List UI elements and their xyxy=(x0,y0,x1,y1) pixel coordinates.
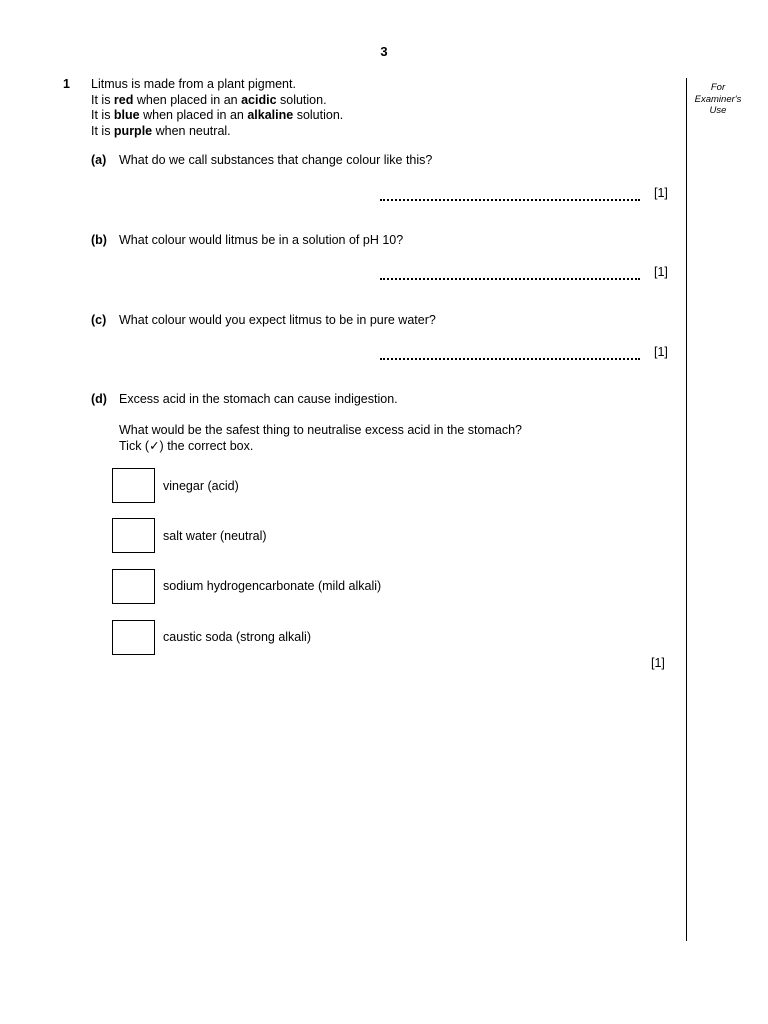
part-c-answer-line[interactable] xyxy=(380,358,640,360)
part-a-mark: [1] xyxy=(654,186,668,200)
intro-text: Litmus is made from a plant pigment. xyxy=(91,77,296,91)
part-a-answer-line[interactable] xyxy=(380,199,640,201)
part-d-mark: [1] xyxy=(651,656,665,670)
part-a-question: What do we call substances that change colour like this? xyxy=(119,153,433,167)
part-b-answer-line[interactable] xyxy=(380,278,640,280)
option-2-checkbox[interactable] xyxy=(112,518,155,553)
intro-text: when placed in an xyxy=(133,92,242,107)
intro-text: It is xyxy=(91,108,114,122)
intro-bold-term: alkaline xyxy=(247,108,294,122)
examiner-margin-rule xyxy=(686,78,687,941)
intro-bold-term: blue xyxy=(113,108,140,122)
option-3-checkbox[interactable] xyxy=(112,569,155,604)
option-1-label: vinegar (acid) xyxy=(163,479,239,493)
intro-line xyxy=(91,108,343,124)
intro-bold-term: acidic xyxy=(241,92,277,107)
part-d-prompt: What would be the safest thing to neutralise excess acid in the stomach? xyxy=(119,423,523,437)
intro-text: when neutral. xyxy=(152,123,231,138)
intro-text: It is xyxy=(91,92,114,107)
part-a-label: (a) xyxy=(91,153,107,167)
intro-text: when placed in an xyxy=(139,108,248,122)
option-1-checkbox[interactable] xyxy=(112,468,155,503)
part-c-mark: [1] xyxy=(654,345,668,359)
part-b-label: (b) xyxy=(91,233,107,247)
intro-text: solution. xyxy=(293,108,344,122)
page-number: 3 xyxy=(380,44,388,59)
intro-line xyxy=(91,77,343,93)
intro-line xyxy=(91,124,343,140)
part-d-question: Excess acid in the stomach can cause indigestion. xyxy=(119,392,398,406)
intro-text: solution. xyxy=(276,92,327,107)
option-3-label: sodium hydrogencarbonate (mild alkali) xyxy=(163,579,382,593)
examiner-use-label: For Examiner's Use xyxy=(694,82,742,116)
question-intro xyxy=(91,77,343,139)
option-4-label: caustic soda (strong alkali) xyxy=(163,630,311,644)
part-b-mark: [1] xyxy=(654,265,668,279)
option-2-label: salt water (neutral) xyxy=(163,529,267,543)
intro-line xyxy=(91,93,343,109)
part-c-label: (c) xyxy=(91,313,107,327)
intro-bold-term: purple xyxy=(113,123,153,138)
option-4-checkbox[interactable] xyxy=(112,620,155,655)
part-b-question: What colour would litmus be in a solution of pH 10? xyxy=(119,233,404,247)
question-number: 1 xyxy=(63,77,70,91)
intro-bold-term: red xyxy=(113,92,134,107)
intro-text: It is xyxy=(91,123,114,138)
part-d-label: (d) xyxy=(91,392,107,406)
part-c-question: What colour would you expect litmus to be in pure water? xyxy=(119,313,436,327)
part-d-instruction: Tick (✓) the correct box. xyxy=(119,439,254,453)
